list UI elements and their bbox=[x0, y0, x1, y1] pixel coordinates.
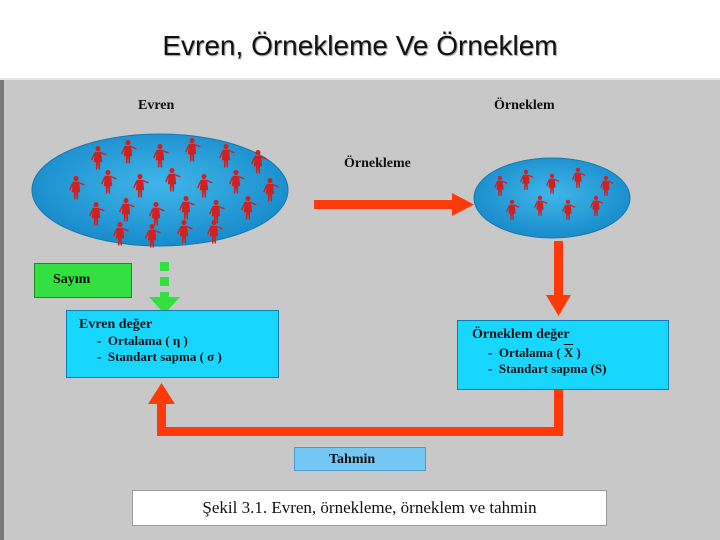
bullet-dash: - bbox=[488, 345, 493, 360]
population-mean-close: ) bbox=[180, 333, 188, 348]
population-mean-symbol: η bbox=[172, 333, 181, 348]
sample-mean-line bbox=[488, 345, 581, 361]
sample-label: Örneklem bbox=[494, 98, 555, 113]
bullet-dash: - bbox=[97, 333, 102, 348]
population-sd-close: ) bbox=[214, 349, 222, 364]
sample-value-heading: Örneklem değer bbox=[472, 327, 570, 342]
sampling-arrow bbox=[314, 193, 474, 216]
population-sd-symbol: σ bbox=[207, 349, 215, 364]
figure-caption: Şekil 3.1. Evren, örnekleme, örneklem ve tahmin bbox=[132, 490, 607, 526]
estimate-loop-arrow bbox=[148, 383, 563, 436]
sample-mean-symbol: $\overline{X}$ bbox=[563, 345, 574, 360]
population-sd-line bbox=[97, 349, 222, 365]
sample-sd-label: Standart sapma (S) bbox=[498, 361, 607, 376]
population-value-box bbox=[66, 310, 279, 378]
population-mean-label: Ortalama ( bbox=[107, 333, 173, 348]
population-mean-line bbox=[97, 333, 188, 349]
estimate-label: Tahmin bbox=[329, 452, 376, 467]
sample-sd-line bbox=[488, 361, 606, 377]
bullet-dash: - bbox=[488, 361, 493, 376]
population-value-heading: Evren değer bbox=[79, 317, 153, 332]
count-box bbox=[34, 263, 132, 298]
sample-ellipse bbox=[474, 158, 630, 238]
count-dashed-arrow bbox=[149, 262, 180, 314]
sampling-label: Örnekleme bbox=[344, 156, 411, 171]
sample-mean-close: ) bbox=[573, 345, 581, 360]
slide-title: Evren, Örnekleme Ve Örneklem bbox=[162, 30, 558, 61]
bullet-dash: - bbox=[97, 349, 102, 364]
sample-mean-label: Ortalama ( bbox=[498, 345, 564, 360]
sample-down-arrow bbox=[546, 241, 571, 316]
sample-value-box bbox=[457, 320, 669, 390]
count-label: Sayım bbox=[53, 272, 91, 287]
estimate-box bbox=[294, 447, 426, 471]
population-sd-label: Standart sapma ( bbox=[107, 349, 208, 364]
population-label: Evren bbox=[138, 98, 175, 113]
